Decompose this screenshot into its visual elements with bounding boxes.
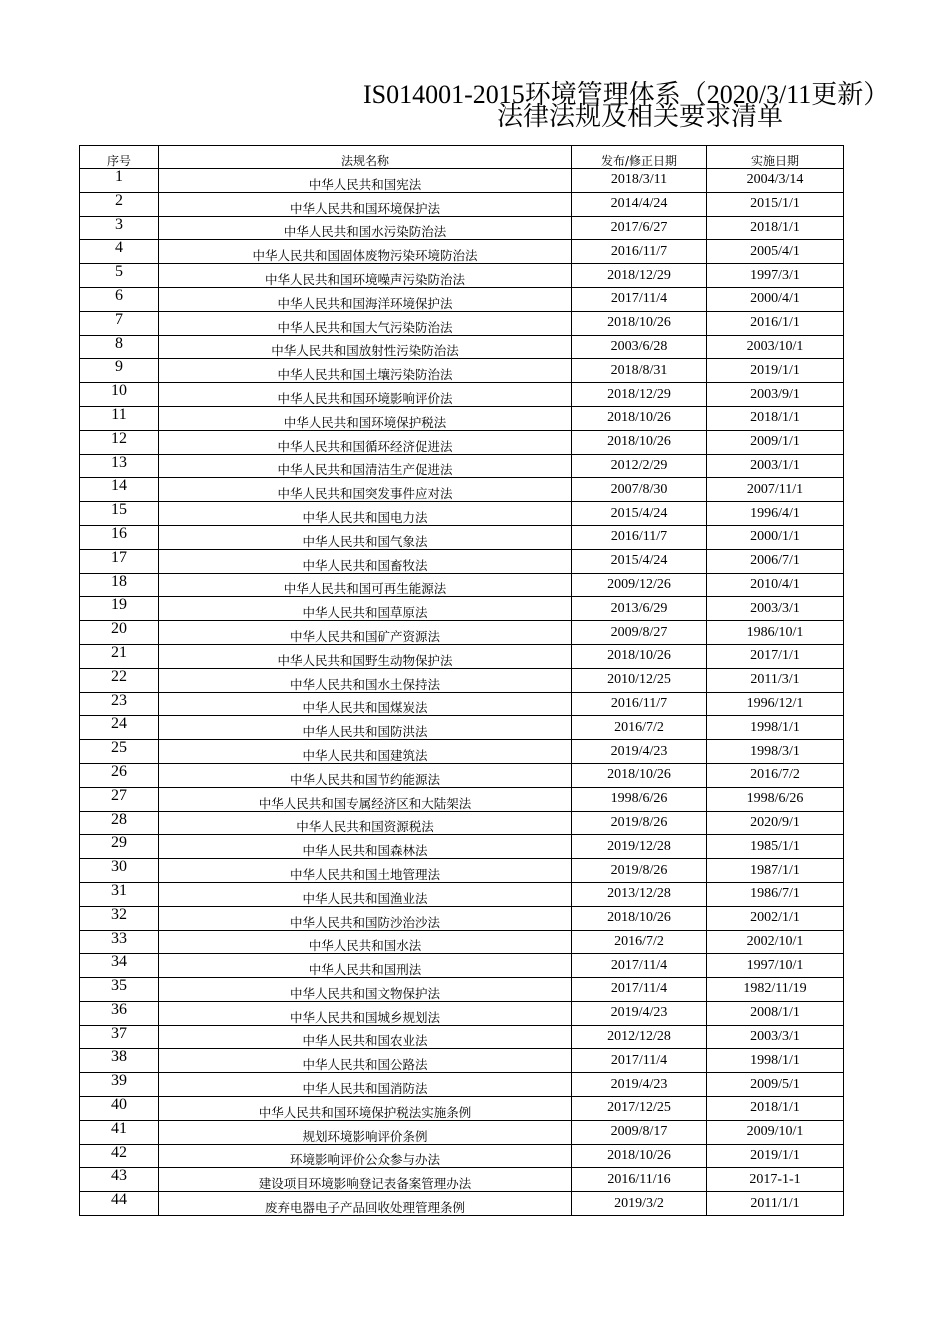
effective-date: 2000/4/1 [707,287,844,311]
effective-date: 1998/1/1 [707,716,844,740]
published-date: 2019/4/23 [572,1001,707,1025]
published-date: 2018/3/11 [572,169,707,193]
table-row [80,216,844,240]
published-date: 2019/3/2 [572,1192,707,1216]
regulation-name: 中华人民共和国固体废物污染环境防治法 [159,240,572,264]
regulation-name: 中华人民共和国宪法 [159,169,572,193]
effective-date: 2009/1/1 [707,430,844,454]
table-row [80,169,844,193]
effective-date: 2020/9/1 [707,811,844,835]
regulation-name: 中华人民共和国农业法 [159,1025,572,1049]
published-date: 2003/6/28 [572,335,707,359]
regulation-name: 中华人民共和国放射性污染防治法 [159,335,572,359]
regulation-name: 中华人民共和国土地管理法 [159,859,572,883]
regulation-name: 中华人民共和国水污染防治法 [159,216,572,240]
effective-date: 2004/3/14 [707,169,844,193]
table-row [80,835,844,859]
effective-date: 2002/10/1 [707,930,844,954]
regulation-name: 中华人民共和国循环经济促进法 [159,430,572,454]
row-number: 44 [80,1192,159,1216]
row-number: 4 [80,240,159,264]
table-row [80,859,844,883]
regulation-name: 中华人民共和国森林法 [159,835,572,859]
header-published: 发布/修正日期 [572,146,707,169]
published-date: 2019/8/26 [572,859,707,883]
effective-date: 2018/1/1 [707,406,844,430]
table-row [80,1049,844,1073]
table-row [80,1073,844,1097]
effective-date: 2003/3/1 [707,597,844,621]
table-row [80,1001,844,1025]
row-number: 36 [80,1001,159,1025]
published-date: 2015/4/24 [572,549,707,573]
row-number: 33 [80,930,159,954]
regulation-name: 中华人民共和国土壤污染防治法 [159,359,572,383]
regulation-name: 中华人民共和国节约能源法 [159,763,572,787]
row-number: 26 [80,763,159,787]
effective-date: 2019/1/1 [707,1144,844,1168]
regulation-name: 环境影响评价公众参与办法 [159,1144,572,1168]
published-date: 2007/8/30 [572,478,707,502]
row-number: 3 [80,216,159,240]
effective-date: 2017/1/1 [707,644,844,668]
table-row [80,692,844,716]
row-number: 5 [80,264,159,288]
regulation-name: 中华人民共和国电力法 [159,502,572,526]
row-number: 27 [80,787,159,811]
regulation-name: 中华人民共和国水土保持法 [159,668,572,692]
published-date: 2016/7/2 [572,930,707,954]
effective-date: 2019/1/1 [707,359,844,383]
table-row [80,573,844,597]
row-number: 23 [80,692,159,716]
published-date: 2018/8/31 [572,359,707,383]
effective-date: 2018/1/1 [707,1097,844,1121]
published-date: 2009/8/27 [572,621,707,645]
published-date: 2016/11/7 [572,692,707,716]
published-date: 2012/12/28 [572,1025,707,1049]
effective-date: 1997/3/1 [707,264,844,288]
row-number: 30 [80,859,159,883]
published-date: 2019/12/28 [572,835,707,859]
table-row [80,478,844,502]
table-row [80,1025,844,1049]
regulation-name: 中华人民共和国野生动物保护法 [159,644,572,668]
published-date: 2018/10/26 [572,430,707,454]
row-number: 41 [80,1120,159,1144]
row-number: 28 [80,811,159,835]
effective-date: 2008/1/1 [707,1001,844,1025]
table-row [80,740,844,764]
regulation-name: 中华人民共和国环境噪声污染防治法 [159,264,572,288]
regulation-name: 中华人民共和国海洋环境保护法 [159,287,572,311]
row-number: 29 [80,835,159,859]
table-row [80,287,844,311]
published-date: 2016/11/7 [572,240,707,264]
header-name: 法规名称 [159,146,572,169]
published-date: 2018/10/26 [572,311,707,335]
regulation-name: 中华人民共和国刑法 [159,954,572,978]
row-number: 1 [80,169,159,193]
row-number: 35 [80,978,159,1002]
row-number: 21 [80,644,159,668]
effective-date: 2011/3/1 [707,668,844,692]
published-date: 2017/6/27 [572,216,707,240]
row-number: 9 [80,359,159,383]
published-date: 2019/8/26 [572,811,707,835]
row-number: 37 [80,1025,159,1049]
published-date: 2018/10/26 [572,1144,707,1168]
effective-date: 1996/4/1 [707,502,844,526]
table-row [80,525,844,549]
regulation-name: 规划环境影响评价条例 [159,1120,572,1144]
published-date: 2017/11/4 [572,978,707,1002]
effective-date: 2011/1/1 [707,1192,844,1216]
published-date: 2019/4/23 [572,740,707,764]
table-row [80,1144,844,1168]
published-date: 2018/12/29 [572,264,707,288]
row-number: 34 [80,954,159,978]
effective-date: 1996/12/1 [707,692,844,716]
row-number: 14 [80,478,159,502]
effective-date: 2002/1/1 [707,906,844,930]
regulation-name: 中华人民共和国消防法 [159,1073,572,1097]
row-number: 8 [80,335,159,359]
table-row [80,502,844,526]
table-row [80,811,844,835]
effective-date: 1986/10/1 [707,621,844,645]
table-row [80,668,844,692]
row-number: 12 [80,430,159,454]
regulation-name: 中华人民共和国矿产资源法 [159,621,572,645]
published-date: 2018/10/26 [572,763,707,787]
regulation-name: 中华人民共和国建筑法 [159,740,572,764]
effective-date: 1998/3/1 [707,740,844,764]
effective-date: 1998/1/1 [707,1049,844,1073]
effective-date: 2005/4/1 [707,240,844,264]
row-number: 24 [80,716,159,740]
effective-date: 2009/10/1 [707,1120,844,1144]
published-date: 2016/11/7 [572,525,707,549]
row-number: 2 [80,192,159,216]
published-date: 2017/12/25 [572,1097,707,1121]
regulation-name: 中华人民共和国气象法 [159,525,572,549]
regulation-name: 中华人民共和国环境保护税法 [159,406,572,430]
effective-date: 1997/10/1 [707,954,844,978]
regulation-name: 中华人民共和国水法 [159,930,572,954]
table-row [80,311,844,335]
published-date: 2018/12/29 [572,383,707,407]
effective-date: 2003/1/1 [707,454,844,478]
table-row [80,954,844,978]
regulation-name: 中华人民共和国城乡规划法 [159,1001,572,1025]
table-row [80,1097,844,1121]
effective-date: 1985/1/1 [707,835,844,859]
published-date: 2016/7/2 [572,716,707,740]
regulation-name: 中华人民共和国渔业法 [159,882,572,906]
header-no: 序号 [80,146,159,169]
published-date: 2010/12/25 [572,668,707,692]
effective-date: 1987/1/1 [707,859,844,883]
effective-date: 2007/11/1 [707,478,844,502]
table-row [80,430,844,454]
regulation-name: 中华人民共和国资源税法 [159,811,572,835]
regulation-name: 中华人民共和国畜牧法 [159,549,572,573]
row-number: 43 [80,1168,159,1192]
published-date: 1998/6/26 [572,787,707,811]
table-row [80,763,844,787]
regulation-name: 中华人民共和国专属经济区和大陆架法 [159,787,572,811]
table-row [80,454,844,478]
table-row [80,1192,844,1216]
table-row [80,978,844,1002]
table-row [80,335,844,359]
effective-date: 2009/5/1 [707,1073,844,1097]
regulation-name: 建设项目环境影响登记表备案管理办法 [159,1168,572,1192]
effective-date: 2016/1/1 [707,311,844,335]
row-number: 40 [80,1097,159,1121]
published-date: 2009/12/26 [572,573,707,597]
row-number: 7 [80,311,159,335]
row-number: 25 [80,740,159,764]
table-row [80,644,844,668]
table-row [80,882,844,906]
effective-date: 1998/6/26 [707,787,844,811]
regulation-name: 中华人民共和国可再生能源法 [159,573,572,597]
row-number: 10 [80,383,159,407]
regulation-name: 废弃电器电子产品回收处理管理条例 [159,1192,572,1216]
header-effective: 实施日期 [707,146,844,169]
table-row [80,240,844,264]
row-number: 22 [80,668,159,692]
table-row [80,383,844,407]
table-row [80,597,844,621]
row-number: 13 [80,454,159,478]
regulation-name: 中华人民共和国防沙治沙法 [159,906,572,930]
table-row [80,621,844,645]
published-date: 2015/4/24 [572,502,707,526]
regulation-name: 中华人民共和国清洁生产促进法 [159,454,572,478]
published-date: 2017/11/4 [572,287,707,311]
effective-date: 2003/9/1 [707,383,844,407]
published-date: 2018/10/26 [572,906,707,930]
row-number: 19 [80,597,159,621]
row-number: 16 [80,525,159,549]
effective-date: 2003/3/1 [707,1025,844,1049]
effective-date: 2006/7/1 [707,549,844,573]
published-date: 2017/11/4 [572,954,707,978]
effective-date: 2000/1/1 [707,525,844,549]
row-number: 11 [80,406,159,430]
regulation-name: 中华人民共和国文物保护法 [159,978,572,1002]
published-date: 2019/4/23 [572,1073,707,1097]
table-row [80,264,844,288]
published-date: 2017/11/4 [572,1049,707,1073]
regulation-name: 中华人民共和国环境保护税法实施条例 [159,1097,572,1121]
published-date: 2013/12/28 [572,882,707,906]
regulations-table [79,145,844,1216]
row-number: 39 [80,1073,159,1097]
table-row [80,359,844,383]
row-number: 6 [80,287,159,311]
published-date: 2018/10/26 [572,406,707,430]
effective-date: 2010/4/1 [707,573,844,597]
regulation-name: 中华人民共和国环境影响评价法 [159,383,572,407]
effective-date: 1986/7/1 [707,882,844,906]
table-row [80,787,844,811]
table-row [80,1168,844,1192]
published-date: 2018/10/26 [572,644,707,668]
regulation-name: 中华人民共和国煤炭法 [159,692,572,716]
table-row [80,906,844,930]
effective-date: 2016/7/2 [707,763,844,787]
row-number: 17 [80,549,159,573]
row-number: 20 [80,621,159,645]
row-number: 18 [80,573,159,597]
regulation-name: 中华人民共和国环境保护法 [159,192,572,216]
published-date: 2012/2/29 [572,454,707,478]
table-row [80,549,844,573]
table-row [80,1120,844,1144]
regulation-name: 中华人民共和国大气污染防治法 [159,311,572,335]
published-date: 2016/11/16 [572,1168,707,1192]
table-row [80,930,844,954]
document-title: IS014001-2015环境管理体系（2020/3/11更新） [363,80,890,109]
effective-date: 2015/1/1 [707,192,844,216]
regulation-name: 中华人民共和国草原法 [159,597,572,621]
document-subtitle: 法律法规及相关要求清单 [497,102,784,132]
effective-date: 2018/1/1 [707,216,844,240]
row-number: 38 [80,1049,159,1073]
regulation-name: 中华人民共和国突发事件应对法 [159,478,572,502]
effective-date: 2003/10/1 [707,335,844,359]
table-header-row [80,146,844,169]
row-number: 42 [80,1144,159,1168]
table-row [80,406,844,430]
table-row [80,192,844,216]
row-number: 32 [80,906,159,930]
regulation-name: 中华人民共和国公路法 [159,1049,572,1073]
table-row [80,716,844,740]
regulation-name: 中华人民共和国防洪法 [159,716,572,740]
row-number: 31 [80,882,159,906]
effective-date: 2017-1-1 [707,1168,844,1192]
row-number: 15 [80,502,159,526]
effective-date: 1982/11/19 [707,978,844,1002]
published-date: 2009/8/17 [572,1120,707,1144]
published-date: 2013/6/29 [572,597,707,621]
published-date: 2014/4/24 [572,192,707,216]
